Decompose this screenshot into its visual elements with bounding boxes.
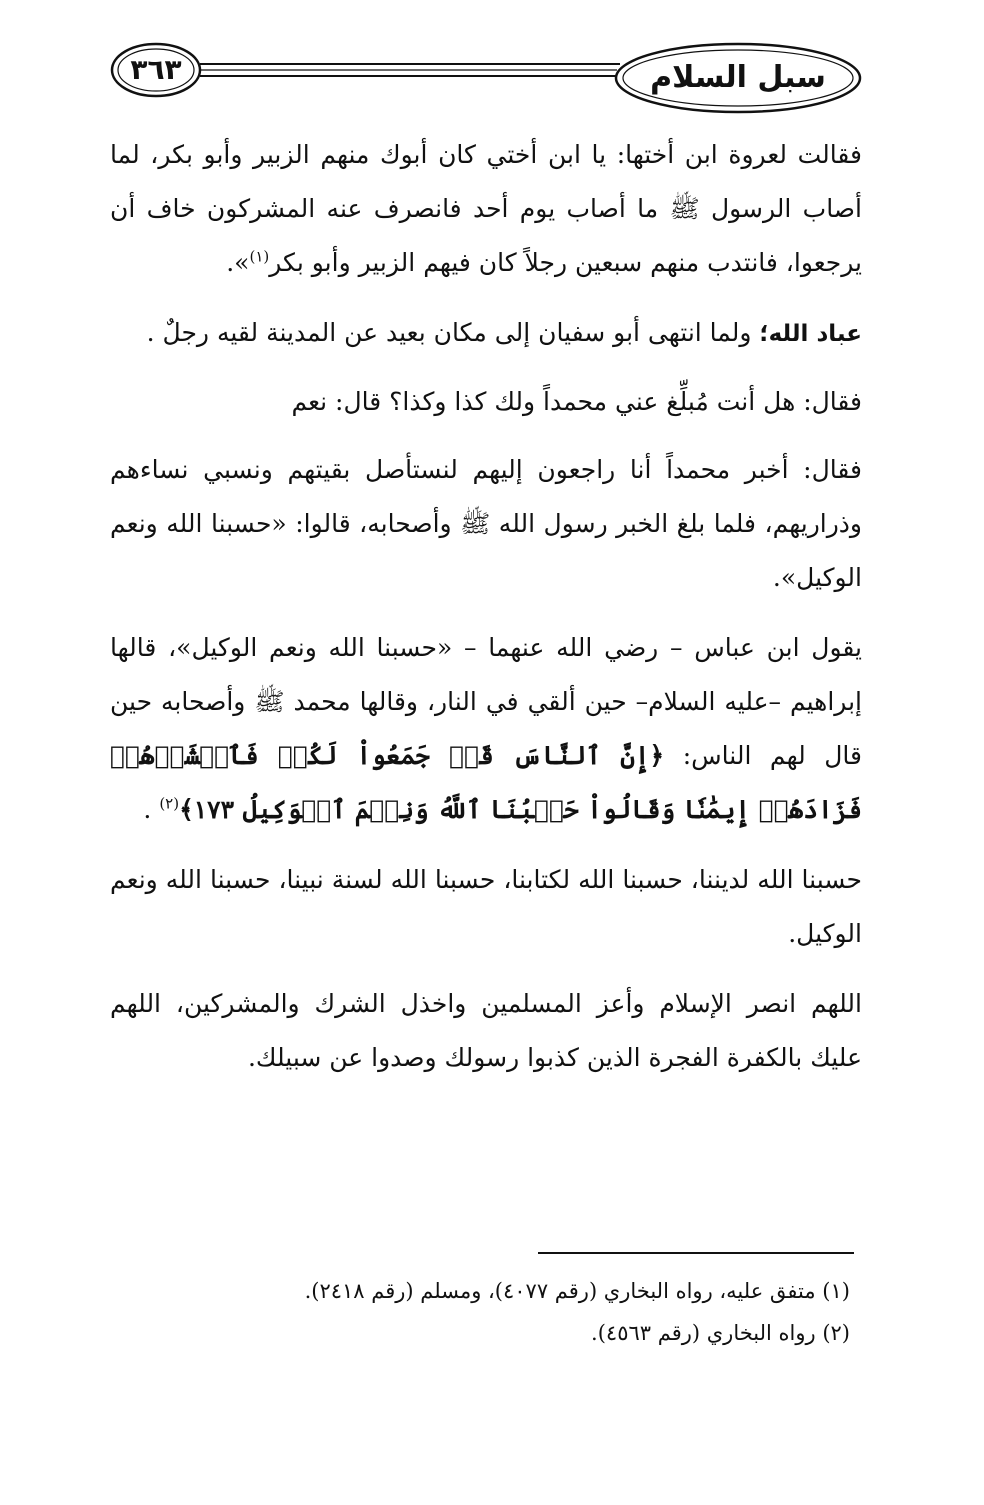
page-header: [0, 0, 984, 120]
paragraph-4-text: فقال: أخبر محمداً أنا راجعون إليهم لنستأصل بقيتهم ونسبي نساءهم وذراريهم، فلما بلغ الخبر رسول الله ﷺ وأصحابه، قالوا: «حسبنا الله ونعم الوكيل».: [110, 455, 862, 592]
paragraph-6: [110, 853, 862, 961]
paragraph-5-text: يقول ابن عباس – رضي الله عنهما – «حسبنا الله ونعم الوكيل»، قالها إبراهيم –عليه السلام– حين ألقي في النار، وقالها محمد ﷺ وأصحابه حين قال لهم الناس:: [110, 633, 862, 770]
main-text: [110, 128, 862, 1101]
paragraph-2: [110, 306, 862, 361]
page-number: ٣٦٣: [130, 53, 182, 86]
paragraph-1-text: فقالت لعروة ابن أختها: يا ابن أختي كان أبوك منهم الزبير وأبو بكر، لما أصاب الرسول ﷺ ما أصاب يوم أحد فانصرف عنه المشركون خاف أن يرجعوا، فانتدب منهم سبعين رجلاً كان فيهم الزبير وأبو بكر: [110, 140, 862, 277]
footnote-ref-1: (١): [249, 247, 270, 266]
paragraph-7: [110, 977, 862, 1085]
running-title: سبل السلام: [650, 60, 826, 95]
paragraph-3-text: فقال: هل أنت مُبلِّغ عني محمداً ولك كذا وكذا؟ قال: نعم: [291, 387, 862, 416]
paragraph-1-end: ».: [226, 248, 250, 277]
paragraph-6-text: حسبنا الله لديننا، حسبنا الله لكتابنا، حسبنا الله لسنة نبينا، حسبنا الله ونعم الوكيل.: [110, 865, 862, 948]
footnote-1: (١) متفق عليه، رواه البخاري (رقم ٤٠٧٧)، ومسلم (رقم ٢٤١٨).: [304, 1279, 850, 1303]
paragraph-5: [110, 621, 862, 837]
paragraph-7-text: اللهم انصر الإسلام وأعز المسلمين واخذل الشرك والمشركين، اللهم عليك بالكفرة الفجرة الذين كذبوا رسولك وصدوا عن سبيلك.: [110, 989, 862, 1072]
footnote-divider: [538, 1252, 854, 1254]
footnote-ref-2: (٢): [159, 794, 180, 813]
footnote-2: (٢) رواه البخاري (رقم ٤٥٦٣).: [591, 1321, 850, 1345]
paragraph-1: [110, 128, 862, 290]
paragraph-2-lead: عباد الله؛: [759, 321, 862, 347]
paragraph-5-end: .: [143, 795, 160, 824]
quran-verse: ﴿إِنَّ ٱلنَّاسَ قَدۡ جَمَعُواْ لَكُمۡ فَٱخۡشَوۡهُمۡ فَزَادَهُمۡ إِيمَٰنٗا وَقَالُواْ حَسۡبُنَا ٱللَّهُ وَنِعۡمَ ٱلۡوَكِيلُ ١٧٣﴾: [110, 741, 862, 824]
paragraph-3: [110, 375, 862, 429]
footnotes: [240, 1270, 850, 1354]
paragraph-4: [110, 443, 862, 605]
paragraph-2-text: ولما انتهى أبو سفيان إلى مكان بعيد عن المدينة لقيه رجلٌ .: [146, 318, 760, 347]
